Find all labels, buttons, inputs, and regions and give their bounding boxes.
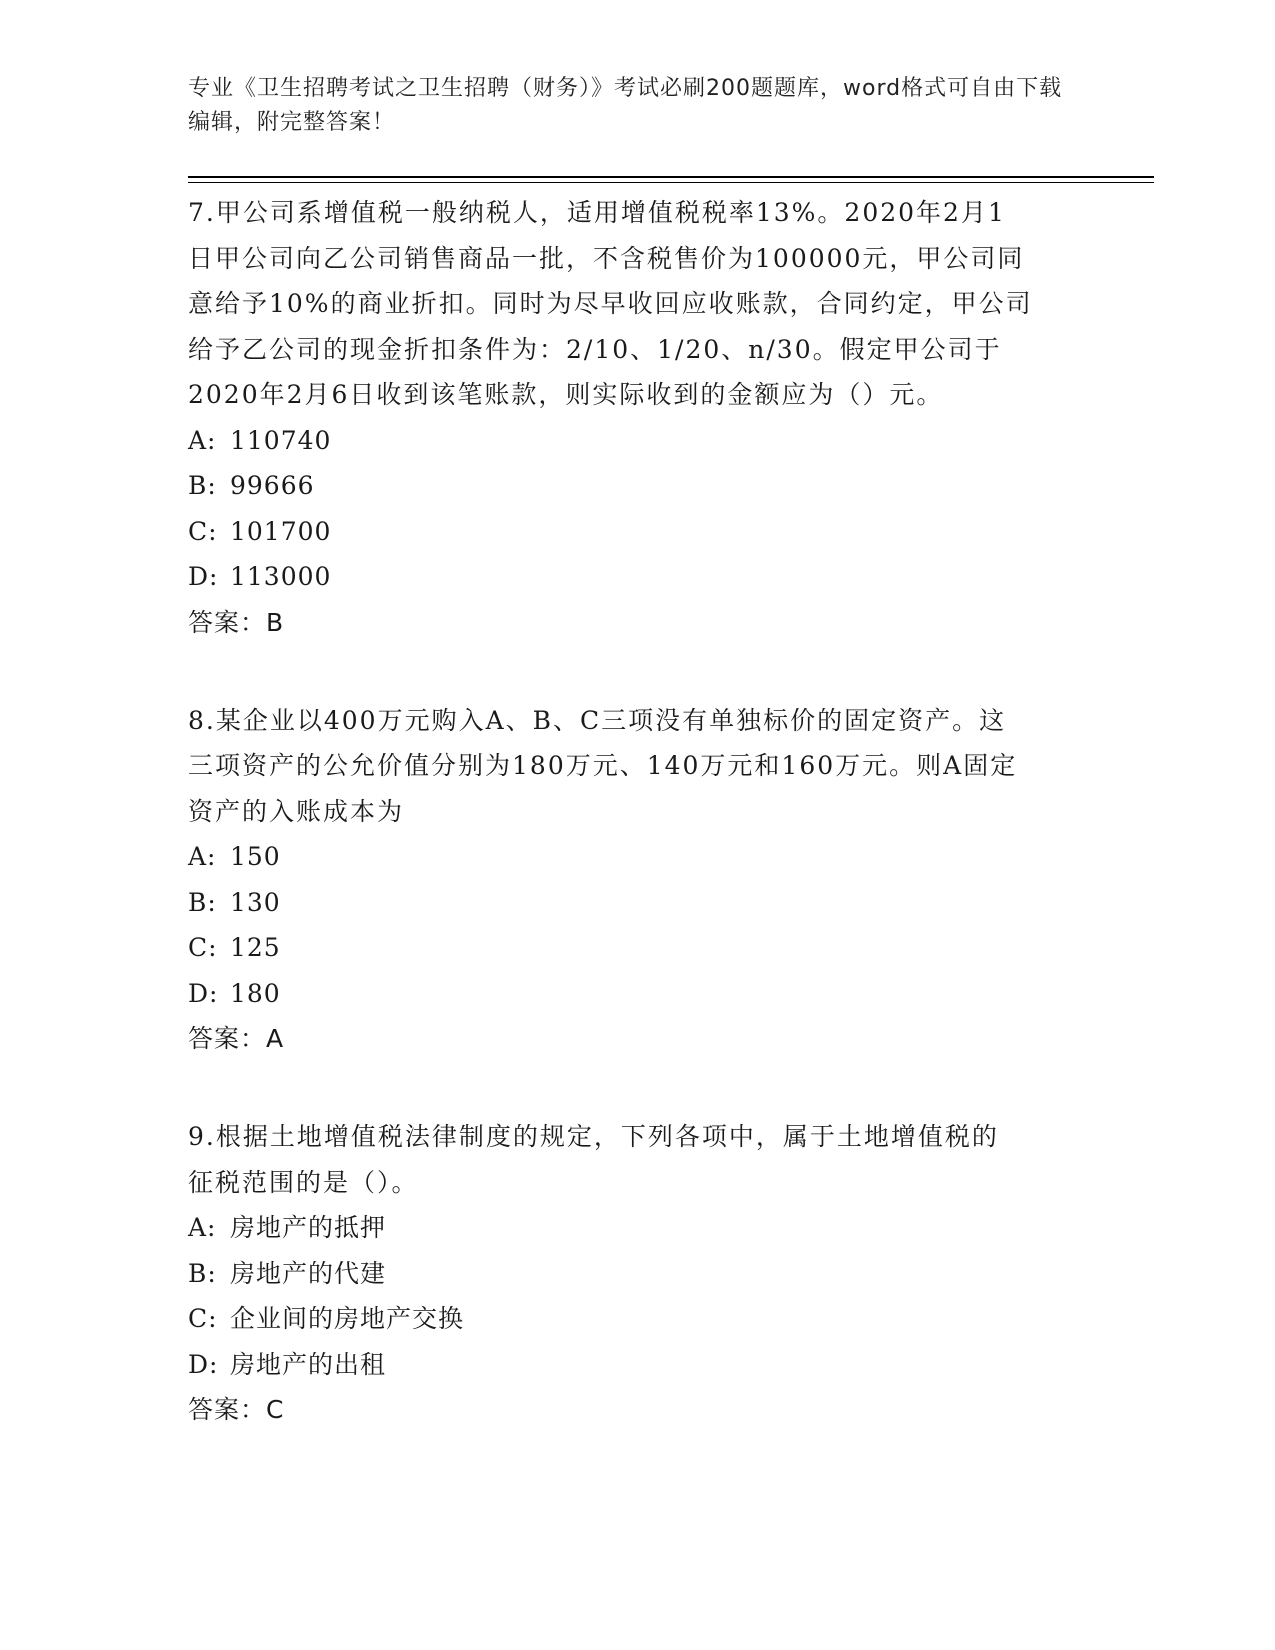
option-letter: A: [188,1213,217,1242]
option-text: 101700 [230,516,332,546]
option-text: 企业间的房地产交换 [230,1304,465,1333]
question-9 [188,1114,1088,1433]
option-letter: A: [188,425,217,455]
option-letter: C: [188,1304,218,1333]
option-d [188,554,1088,600]
option-c [188,925,1088,971]
option-b [188,463,1088,509]
option-letter: D: [188,562,219,591]
question-stem: 7.甲公司系增值税一般纳税人，适用增值税税率13%。2020年2月1 日甲公司向乙公司销售商品一批，不含税售价为100000元，甲公司同 意给予10%的商业折扣。同时为尽早收回应收账款，合同约定，甲公司 给予乙公司的现金折扣条件为：2/10、1/20、n/30。假定甲公司于 2020年2月6日收到该笔账款，则实际收到的金额应为（）元。 [188,198,1033,409]
question-spacer [188,1062,1088,1114]
option-letter: B: [188,1258,217,1288]
answer-label: 答案：A [188,1024,285,1053]
option-text: 130 [230,887,281,917]
option-a [188,834,1088,880]
option-b [188,880,1088,926]
option-c [188,509,1088,555]
option-letter: C: [188,516,218,546]
question-stem: 9.根据土地增值税法律制度的规定，下列各项中，属于土地增值税的 征税范围的是（）。 [188,1122,999,1197]
option-text: 房地产的代建 [230,1258,387,1288]
question-8 [188,698,1088,1063]
answer-label: 答案：B [188,607,285,637]
option-a [188,1205,1088,1251]
answer-label: 答案：C [188,1395,285,1424]
option-letter: B: [188,887,217,917]
question-spacer [188,646,1088,698]
option-text: 房地产的出租 [230,1349,387,1379]
option-c [188,1296,1088,1342]
header-divider-thin [188,182,1154,183]
option-text: 110740 [230,425,332,455]
question-list [188,190,1088,1433]
option-d [188,1342,1088,1388]
option-a [188,418,1088,464]
option-text: 180 [230,978,281,1008]
option-text: 113000 [230,562,332,591]
option-letter: D: [188,1349,219,1379]
header-divider [188,176,1154,178]
option-text: 房地产的抵押 [230,1213,387,1242]
question-stem: 8.某企业以400万元购入A、B、C三项没有单独标价的固定资产。这 三项资产的公允价值分别为180万元、140万元和160万元。则A固定 资产的入账成本为 [188,705,1018,826]
option-letter: D: [188,978,219,1008]
option-b [188,1251,1088,1297]
option-letter: B: [188,471,217,500]
option-text: 150 [230,842,281,871]
document-header: 专业《卫生招聘考试之卫生招聘（财务）》考试必刷200题题库，word格式可自由下载编辑，附完整答案！ [188,76,1063,135]
question-7 [188,190,1088,646]
option-text: 125 [230,933,281,962]
option-letter: A: [188,842,217,871]
option-text: 99666 [230,471,315,500]
option-d [188,971,1088,1017]
option-letter: C: [188,933,218,962]
